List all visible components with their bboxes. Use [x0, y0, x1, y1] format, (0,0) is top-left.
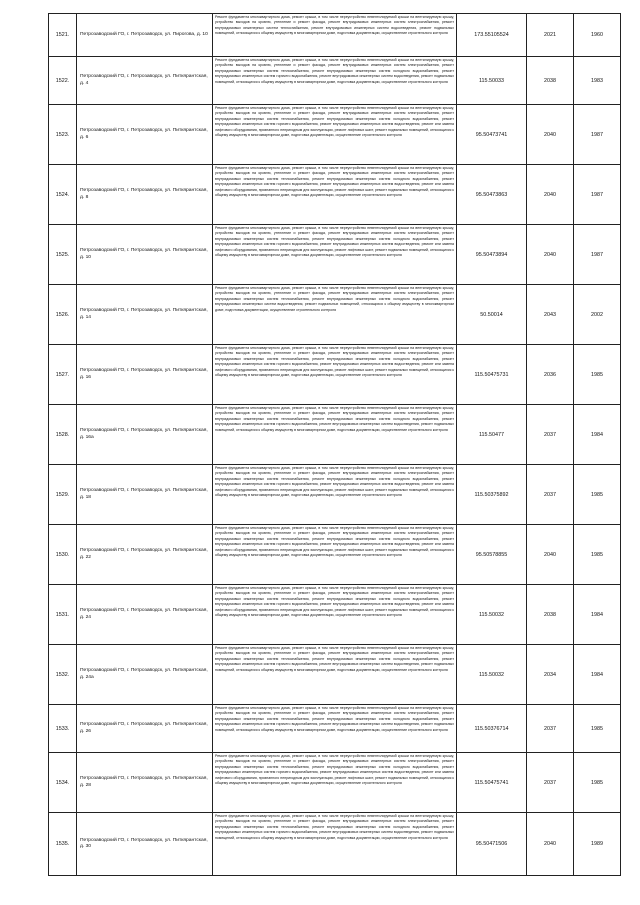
planned-year-cell: 2040	[527, 225, 574, 285]
area-value-cell: 95.50473741	[457, 105, 527, 165]
address-cell: Петрозаводский ГО, г. Петрозаводск, ул. Питкярантская, д. 6	[77, 105, 213, 165]
works-description-cell: Ремонт фундамента многоквартирного дома, ремонт крыши, в том числе переустройство невентилируемой крыши на вентилируемую крышу, устройство выходов на кровлю, утепление и ремонт фасада, ремонт внутридомовых инженерных систем электроснабжения, ремонт внутридомовых инженерных систем теплоснабжения, ремонт внутридомовых инженерных систем холодного водоснабжения, ремонт внутридомовых инженерных систем горячего водоснабжения, ремонт внутридомовых инженерных систем водоотведения, ремонт или замена лифтового оборудования, признанного непригодным для эксплуатации, ремонт лифтовых шахт, ремонт подвальных помещений, относящихся к общему имуществу в многоквартирном доме, подготовка документации, осуществление строительного контроля	[213, 465, 457, 525]
area-value-cell: 95.50471506	[457, 813, 527, 876]
address-cell: Петрозаводский ГО, г. Петрозаводск, ул. Питкярантская, д. 24а	[77, 645, 213, 705]
table-row	[49, 813, 621, 876]
works-description-cell: Ремонт фундамента многоквартирного дома, ремонт крыши, в том числе переустройство невентилируемой крыши на вентилируемую крышу, устройство выходов на кровлю, утепление и ремонт фасада, ремонт внутридомовых инженерных систем электроснабжения, ремонт внутридомовых инженерных систем теплоснабжения, ремонт внутридомовых инженерных систем водоотведения, ремонт подвальных помещений, относящихся к общему имуществу в многоквартирном доме, подготовка документации, осуществление строительного контроля	[213, 14, 457, 57]
address-cell: Петрозаводский ГО, г. Петрозаводск, ул. Питкярантская, д. 22	[77, 525, 213, 585]
row-number: 1522.	[49, 57, 77, 105]
works-description-cell: Ремонт фундамента многоквартирного дома, ремонт крыши, в том числе переустройство невентилируемой крыши на вентилируемую крышу, устройство выходов на кровлю, утепление и ремонт фасада, ремонт внутридомовых инженерных систем электроснабжения, ремонт внутридомовых инженерных систем теплоснабжения, ремонт внутридомовых инженерных систем холодного водоснабжения, ремонт внутридомовых инженерных систем горячего водоснабжения, ремонт внутридомовых инженерных систем водоотведения, ремонт или замена лифтового оборудования, признанного непригодным для эксплуатации, ремонт лифтовых шахт, ремонт подвальных помещений, относящихся к общему имуществу в многоквартирном доме, подготовка документации, осуществление строительного контроля	[213, 345, 457, 405]
address-cell: Петрозаводский ГО, г. Петрозаводск, ул. Питкярантская, д. 18	[77, 465, 213, 525]
table-row	[49, 525, 621, 585]
row-number: 1521.	[49, 14, 77, 57]
area-value-cell: 95.50473894	[457, 225, 527, 285]
planned-year-cell: 2038	[527, 57, 574, 105]
row-number: 1524.	[49, 165, 77, 225]
build-year-cell: 1985	[574, 465, 621, 525]
works-description-cell: Ремонт фундамента многоквартирного дома, ремонт крыши, в том числе переустройство невентилируемой крыши на вентилируемую крышу, устройство выходов на кровлю, утепление и ремонт фасада, ремонт внутридомовых инженерных систем электроснабжения, ремонт внутридомовых инженерных систем теплоснабжения, ремонт внутридомовых инженерных систем холодного водоснабжения, ремонт внутридомовых инженерных систем горячего водоснабжения, ремонт внутридомовых инженерных систем водоотведения, ремонт или замена лифтового оборудования, признанного непригодным для эксплуатации, ремонт лифтовых шахт, ремонт подвальных помещений, относящихся к общему имуществу в многоквартирном доме, подготовка документации, осуществление строительного контроля	[213, 585, 457, 645]
table-row	[49, 285, 621, 345]
area-value-cell: 115.50032	[457, 585, 527, 645]
planned-year-cell: 2034	[527, 645, 574, 705]
build-year-cell: 1983	[574, 57, 621, 105]
area-value-cell: 115.50376714	[457, 705, 527, 753]
build-year-cell: 2002	[574, 285, 621, 345]
row-number: 1523.	[49, 105, 77, 165]
works-description-cell: Ремонт фундамента многоквартирного дома, ремонт крыши, в том числе переустройство невентилируемой крыши на вентилируемую крышу, устройство выходов на кровлю, утепление и ремонт фасада, ремонт внутридомовых инженерных систем электроснабжения, ремонт внутридомовых инженерных систем теплоснабжения, ремонт внутридомовых инженерных систем холодного водоснабжения, ремонт внутридомовых инженерных систем горячего водоснабжения, ремонт внутридомовых инженерных систем водоотведения, ремонт подвальных помещений, относящихся к общему имуществу в многоквартирном доме, подготовка документации, осуществление строительного контроля	[213, 57, 457, 105]
row-number: 1529.	[49, 465, 77, 525]
table-row	[49, 165, 621, 225]
row-number: 1527.	[49, 345, 77, 405]
planned-year-cell: 2040	[527, 165, 574, 225]
area-value-cell: 50.50014	[457, 285, 527, 345]
address-cell: Петрозаводский ГО, г. Петрозаводск, ул. Питкярантская, д. 14	[77, 285, 213, 345]
address-cell: Петрозаводский ГО, г. Петрозаводск, ул. Питкярантская, д. 26	[77, 705, 213, 753]
area-value-cell: 115.50032	[457, 645, 527, 705]
address-cell: Петрозаводский ГО, г. Петрозаводск, ул. Питкярантская, д. 4	[77, 57, 213, 105]
row-number: 1533.	[49, 705, 77, 753]
area-value-cell: 95.50578855	[457, 525, 527, 585]
table-row	[49, 225, 621, 285]
row-number: 1525.	[49, 225, 77, 285]
row-number: 1531.	[49, 585, 77, 645]
planned-year-cell: 2021	[527, 14, 574, 57]
row-number: 1532.	[49, 645, 77, 705]
area-value-cell: 115.50475731	[457, 345, 527, 405]
build-year-cell: 1984	[574, 405, 621, 465]
planned-year-cell: 2037	[527, 405, 574, 465]
planned-year-cell: 2040	[527, 525, 574, 585]
table-row	[49, 405, 621, 465]
address-cell: Петрозаводский ГО, г. Петрозаводск, ул. Пирогова, д. 10	[77, 14, 213, 57]
build-year-cell: 1989	[574, 813, 621, 876]
table-row	[49, 585, 621, 645]
row-number: 1535.	[49, 813, 77, 876]
address-cell: Петрозаводский ГО, г. Петрозаводск, ул. Питкярантская, д. 8	[77, 165, 213, 225]
area-value-cell: 115.50033	[457, 57, 527, 105]
works-description-cell: Ремонт фундамента многоквартирного дома, ремонт крыши, в том числе переустройство невентилируемой крыши на вентилируемую крышу, устройство выходов на кровлю, утепление и ремонт фасада, ремонт внутридомовых инженерных систем электроснабжения, ремонт внутридомовых инженерных систем теплоснабжения, ремонт внутридомовых инженерных систем холодного водоснабжения, ремонт внутридомовых инженерных систем горячего водоснабжения, ремонт внутридомовых инженерных систем водоотведения, ремонт или замена лифтового оборудования, признанного непригодным для эксплуатации, ремонт лифтовых шахт, ремонт подвальных помещений, относящихся к общему имуществу в многоквартирном доме, подготовка документации, осуществление строительного контроля	[213, 753, 457, 813]
address-cell: Петрозаводский ГО, г. Петрозаводск, ул. Питкярантская, д. 16	[77, 345, 213, 405]
planned-year-cell: 2037	[527, 705, 574, 753]
table-row	[49, 345, 621, 405]
build-year-cell: 1984	[574, 585, 621, 645]
table-row	[49, 753, 621, 813]
build-year-cell: 1960	[574, 14, 621, 57]
build-year-cell: 1987	[574, 165, 621, 225]
row-number: 1526.	[49, 285, 77, 345]
table-row	[49, 105, 621, 165]
table-row	[49, 57, 621, 105]
build-year-cell: 1987	[574, 105, 621, 165]
planned-year-cell: 2040	[527, 813, 574, 876]
build-year-cell: 1985	[574, 525, 621, 585]
build-year-cell: 1984	[574, 645, 621, 705]
area-value-cell: 115.50475741	[457, 753, 527, 813]
address-cell: Петрозаводский ГО, г. Петрозаводск, ул. Питкярантская, д. 30	[77, 813, 213, 876]
works-description-cell: Ремонт фундамента многоквартирного дома, ремонт крыши, в том числе переустройство невентилируемой крыши на вентилируемую крышу, устройство выходов на кровлю, утепление и ремонт фасада, ремонт внутридомовых инженерных систем электроснабжения, ремонт внутридомовых инженерных систем теплоснабжения, ремонт внутридомовых инженерных систем холодного водоснабжения, ремонт внутридомовых инженерных систем горячего водоснабжения, ремонт внутридомовых инженерных систем водоотведения, ремонт или замена лифтового оборудования, признанного непригодным для эксплуатации, ремонт лифтовых шахт, ремонт подвальных помещений, относящихся к общему имуществу в многоквартирном доме, подготовка документации, осуществление строительного контроля	[213, 525, 457, 585]
planned-year-cell: 2037	[527, 753, 574, 813]
area-value-cell: 95.50473863	[457, 165, 527, 225]
area-value-cell: 115.50375892	[457, 465, 527, 525]
area-value-cell: 115.50477	[457, 405, 527, 465]
planned-year-cell: 2040	[527, 105, 574, 165]
capital-repair-table	[48, 13, 621, 876]
table-row	[49, 645, 621, 705]
build-year-cell: 1987	[574, 225, 621, 285]
works-description-cell: Ремонт фундамента многоквартирного дома, ремонт крыши, в том числе переустройство невентилируемой крыши на вентилируемую крышу, устройство выходов на кровлю, утепление и ремонт фасада, ремонт внутридомовых инженерных систем электроснабжения, ремонт внутридомовых инженерных систем теплоснабжения, ремонт внутридомовых инженерных систем холодного водоснабжения, ремонт внутридомовых инженерных систем горячего водоснабжения, ремонт внутридомовых инженерных систем водоотведения, ремонт или замена лифтового оборудования, признанного непригодным для эксплуатации, ремонт лифтовых шахт, ремонт подвальных помещений, относящихся к общему имуществу в многоквартирном доме, подготовка документации, осуществление строительного контроля	[213, 225, 457, 285]
table-row	[49, 705, 621, 753]
works-description-cell: Ремонт фундамента многоквартирного дома, ремонт крыши, в том числе переустройство невентилируемой крыши на вентилируемую крышу, устройство выходов на кровлю, утепление и ремонт фасада, ремонт внутридомовых инженерных систем электроснабжения, ремонт внутридомовых инженерных систем теплоснабжения, ремонт внутридомовых инженерных систем холодного водоснабжения, ремонт внутридомовых инженерных систем горячего водоснабжения, ремонт внутридомовых инженерных систем водоотведения, ремонт или замена лифтового оборудования, признанного непригодным для эксплуатации, ремонт лифтовых шахт, ремонт подвальных помещений, относящихся к общему имуществу в многоквартирном доме, подготовка документации, осуществление строительного контроля	[213, 105, 457, 165]
area-value-cell: 173.55105524	[457, 14, 527, 57]
planned-year-cell: 2038	[527, 585, 574, 645]
works-description-cell: Ремонт фундамента многоквартирного дома, ремонт крыши, в том числе переустройство невентилируемой крыши на вентилируемую крышу, устройство выходов на кровлю, утепление и ремонт фасада, ремонт внутридомовых инженерных систем электроснабжения, ремонт внутридомовых инженерных систем теплоснабжения, ремонт внутридомовых инженерных систем холодного водоснабжения, ремонт внутридомовых инженерных систем горячего водоснабжения, ремонт внутридомовых инженерных систем водоотведения, ремонт подвальных помещений, относящихся к общему имуществу в многоквартирном доме, подготовка документации, осуществление строительного контроля	[213, 645, 457, 705]
address-cell: Петрозаводский ГО, г. Петрозаводск, ул. Питкярантская, д. 10	[77, 225, 213, 285]
planned-year-cell: 2043	[527, 285, 574, 345]
planned-year-cell: 2037	[527, 465, 574, 525]
table-row	[49, 14, 621, 57]
row-number: 1528.	[49, 405, 77, 465]
build-year-cell: 1985	[574, 705, 621, 753]
document-page	[48, 13, 620, 876]
planned-year-cell: 2036	[527, 345, 574, 405]
works-description-cell: Ремонт фундамента многоквартирного дома, ремонт крыши, в том числе переустройство невентилируемой крыши на вентилируемую крышу, устройство выходов на кровлю, утепление и ремонт фасада, ремонт внутридомовых инженерных систем электроснабжения, ремонт внутридомовых инженерных систем теплоснабжения, ремонт внутридомовых инженерных систем холодного водоснабжения, ремонт внутридомовых инженерных систем горячего водоснабжения, ремонт внутридомовых инженерных систем водоотведения, ремонт или замена лифтового оборудования, признанного непригодным для эксплуатации, ремонт лифтовых шахт, ремонт подвальных помещений, относящихся к общему имуществу в многоквартирном доме, подготовка документации, осуществление строительного контроля	[213, 165, 457, 225]
works-description-cell: Ремонт фундамента многоквартирного дома, ремонт крыши, в том числе переустройство невентилируемой крыши на вентилируемую крышу, устройство выходов на кровлю, утепление и ремонт фасада, ремонт внутридомовых инженерных систем электроснабжения, ремонт внутридомовых инженерных систем теплоснабжения, ремонт внутридомовых инженерных систем холодного водоснабжения, ремонт внутридомовых инженерных систем горячего водоснабжения, ремонт внутридомовых инженерных систем водоотведения, ремонт подвальных помещений, относящихся к общему имуществу в многоквартирном доме, подготовка документации, осуществление строительного контроля	[213, 705, 457, 753]
build-year-cell: 1985	[574, 753, 621, 813]
works-description-cell: Ремонт фундамента многоквартирного дома, ремонт крыши, в том числе переустройство невентилируемой крыши на вентилируемую крышу, устройство выходов на кровлю, утепление и ремонт фасада, ремонт внутридомовых инженерных систем электроснабжения, ремонт внутридомовых инженерных систем теплоснабжения, ремонт внутридомовых инженерных систем холодного водоснабжения, ремонт внутридомовых инженерных систем горячего водоснабжения, ремонт внутридомовых инженерных систем водоотведения, ремонт подвальных помещений, относящихся к общему имуществу в многоквартирном доме, подготовка документации, осуществление строительного контроля	[213, 405, 457, 465]
address-cell: Петрозаводский ГО, г. Петрозаводск, ул. Питкярантская, д. 28	[77, 753, 213, 813]
build-year-cell: 1985	[574, 345, 621, 405]
works-description-cell: Ремонт фундамента многоквартирного дома, ремонт крыши, в том числе переустройство невентилируемой крыши на вентилируемую крышу, устройство выходов на кровлю, утепление и ремонт фасада, ремонт внутридомовых инженерных систем электроснабжения, ремонт внутридомовых инженерных систем теплоснабжения, ремонт внутридомовых инженерных систем холодного водоснабжения, ремонт внутридомовых инженерных систем водоотведения, ремонт подвальных помещений, относящихся к общему имуществу в многоквартирном доме, подготовка документации, осуществление строительного контроля	[213, 285, 457, 345]
row-number: 1534.	[49, 753, 77, 813]
address-cell: Петрозаводский ГО, г. Петрозаводск, ул. Питкярантская, д. 16а	[77, 405, 213, 465]
works-description-cell: Ремонт фундамента многоквартирного дома, ремонт крыши, в том числе переустройство невентилируемой крыши на вентилируемую крышу, устройство выходов на кровлю, утепление и ремонт фасада, ремонт внутридомовых инженерных систем электроснабжения, ремонт внутридомовых инженерных систем теплоснабжения, ремонт внутридомовых инженерных систем холодного водоснабжения, ремонт внутридомовых инженерных систем горячего водоснабжения, ремонт внутридомовых инженерных систем водоотведения, ремонт подвальных помещений, относящихся к общему имуществу в многоквартирном доме, подготовка документации, осуществление строительного контроля	[213, 813, 457, 876]
row-number: 1530.	[49, 525, 77, 585]
address-cell: Петрозаводский ГО, г. Петрозаводск, ул. Питкярантская, д. 24	[77, 585, 213, 645]
table-row	[49, 465, 621, 525]
